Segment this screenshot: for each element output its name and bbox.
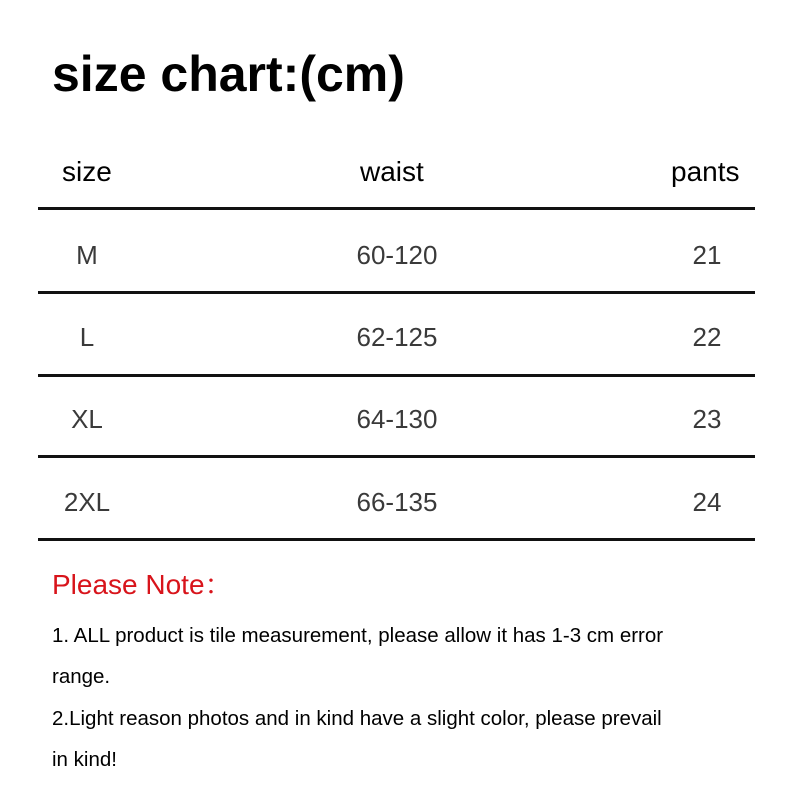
table-rule: [38, 207, 755, 210]
cell-pants: 22: [692, 322, 722, 352]
page-title: size chart:(cm): [52, 46, 405, 102]
note-line: 1. ALL product is tile measurement, please allow it has 1-3 cm error: [52, 624, 664, 647]
cell-waist: 62-125: [356, 322, 438, 352]
cell-pants: 21: [692, 240, 722, 270]
cell-size: M: [76, 240, 98, 270]
column-header-waist: waist: [360, 156, 424, 187]
cell-waist: 60-120: [356, 240, 438, 270]
note-line: 2.Light reason photos and in kind have a slight color, please prevail: [52, 707, 662, 730]
cell-waist: 66-135: [356, 487, 438, 517]
cell-size: 2XL: [63, 487, 111, 517]
table-rule: [38, 291, 755, 294]
cell-waist: 64-130: [356, 404, 438, 434]
column-header-size: size: [62, 156, 112, 187]
column-header-pants: pants: [671, 156, 740, 187]
note-line: range.: [52, 665, 111, 688]
cell-pants: 23: [692, 404, 722, 434]
table-rule: [38, 538, 755, 541]
note-title: Please Note：: [52, 569, 233, 600]
cell-size: XL: [71, 404, 103, 434]
cell-size: L: [79, 322, 95, 352]
note-line: in kind!: [52, 748, 117, 771]
table-rule: [38, 455, 755, 458]
cell-pants: 24: [692, 487, 722, 517]
table-rule: [38, 374, 755, 377]
